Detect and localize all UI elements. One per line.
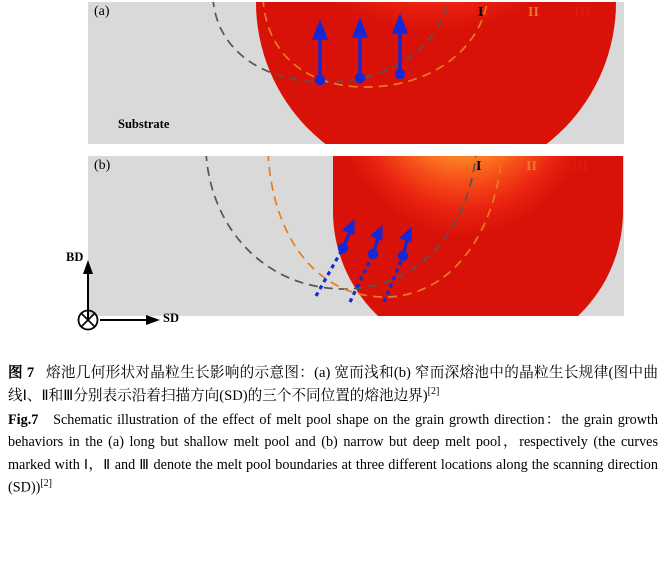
growth-arrows-a [315, 18, 406, 85]
curve-II-b [268, 156, 502, 297]
figure-caption [8, 362, 658, 501]
curve-II-a [263, 2, 488, 87]
numeral-II-b: II [526, 159, 537, 174]
caption-cn-ref: [2] [427, 386, 440, 398]
panel-b-boundary-curves [88, 156, 624, 316]
caption-en-label: Fig.7 [8, 412, 39, 429]
caption-en-text: Schematic illustration of the effect of melt pool shape on the grain growth direction：the grain growth behaviors in the (a) long but shallow melt pool and (b) narrow but deep melt pool，respectively (the curves marked with Ⅰ，Ⅱ and Ⅲ denote the melt pool boundaries at three different locations along the scanning direction (SD)) [8, 412, 658, 496]
panel-b-label: (b) [94, 158, 111, 173]
panel-a [88, 2, 624, 144]
growth-arrows-b [316, 220, 411, 302]
numeral-II-a: II [528, 5, 539, 20]
numeral-III-a: III [574, 5, 591, 20]
caption-en-ref: [2] [40, 477, 52, 489]
axis-label-sd: SD [163, 311, 179, 325]
substrate-label: Substrate [118, 117, 170, 131]
panel-b [88, 156, 624, 316]
curve-I-a [213, 2, 448, 82]
panel-a-label: (a) [94, 4, 110, 19]
curve-I-b [206, 156, 476, 289]
caption-cn-text: 熔池几何形状对晶粒生长影响的示意图：(a) 宽而浅和(b) 窄而深熔池中的晶粒生长规律(图中曲线Ⅰ、Ⅱ和Ⅲ分别表示沿着扫描方向(SD)的三个不同位置的熔池边界) [8, 365, 659, 405]
numeral-I-b: I [476, 159, 482, 174]
caption-chinese [8, 362, 658, 407]
caption-english [8, 409, 658, 498]
numeral-III-b: III [572, 159, 589, 174]
axis-label-bd: BD [66, 250, 84, 264]
caption-cn-label: 图 7 [8, 365, 35, 381]
numeral-I-a: I [478, 5, 484, 20]
